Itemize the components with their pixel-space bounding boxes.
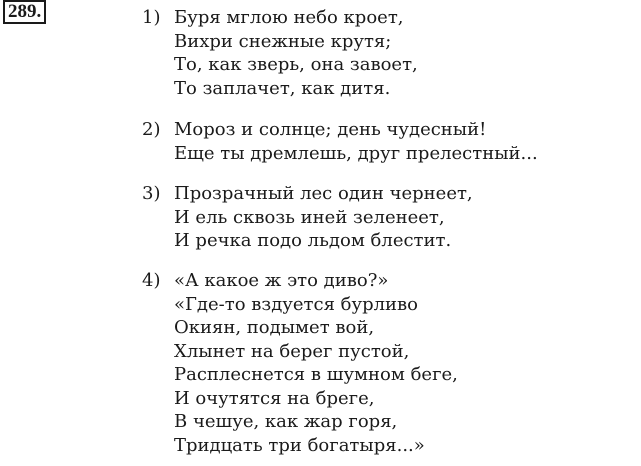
poem-line: Окиян, подымет вой, [174,317,375,338]
poem-line: И ель сквозь иней зеленеет, [174,206,445,228]
poem-line: Хлынет на берег пустой, [174,340,410,362]
poem-excerpt-1 [142,6,418,100]
poem-excerpt-4 [142,269,458,457]
poem-line: Буря мглою небо кроет, [174,7,404,28]
poem-line: Вихри снежные крутя; [174,30,392,52]
exercise-number: 289. [3,0,46,24]
poem-line: Расплеснется в шумном беге, [174,364,458,385]
poem-line: В чешуе, как жар горя, [174,411,398,432]
poem-line: То заплачет, как дитя. [174,77,391,99]
poem-excerpt-3 [142,182,473,253]
poem-line: Прозрачный лес один чернеет, [174,183,473,204]
poem-line: «А какое ж это диво?» [174,270,389,291]
poem-line: И очутятся на бреге, [174,387,375,409]
poem-number: 2) [142,119,161,140]
poem-excerpt-2 [142,118,538,165]
poem-number: 1) [142,7,161,28]
poem-line: Тридцать три богатыря...» [174,434,425,456]
poem-line: И речка подо льдом блестит. [174,230,452,251]
poem-number: 3) [142,183,161,204]
poem-line: «Где-то вздуется бурливо [174,293,419,315]
poem-line: Мороз и солнце; день чудесный! [174,119,487,140]
poem-lines [174,182,473,253]
poem-line: Еще ты дремлешь, друг прелестный... [174,142,538,164]
poem-lines [174,269,458,457]
poem-line: То, как зверь, она завоет, [174,54,418,75]
poem-lines [174,118,538,165]
poem-lines [174,6,418,100]
poem-number: 4) [142,270,161,291]
